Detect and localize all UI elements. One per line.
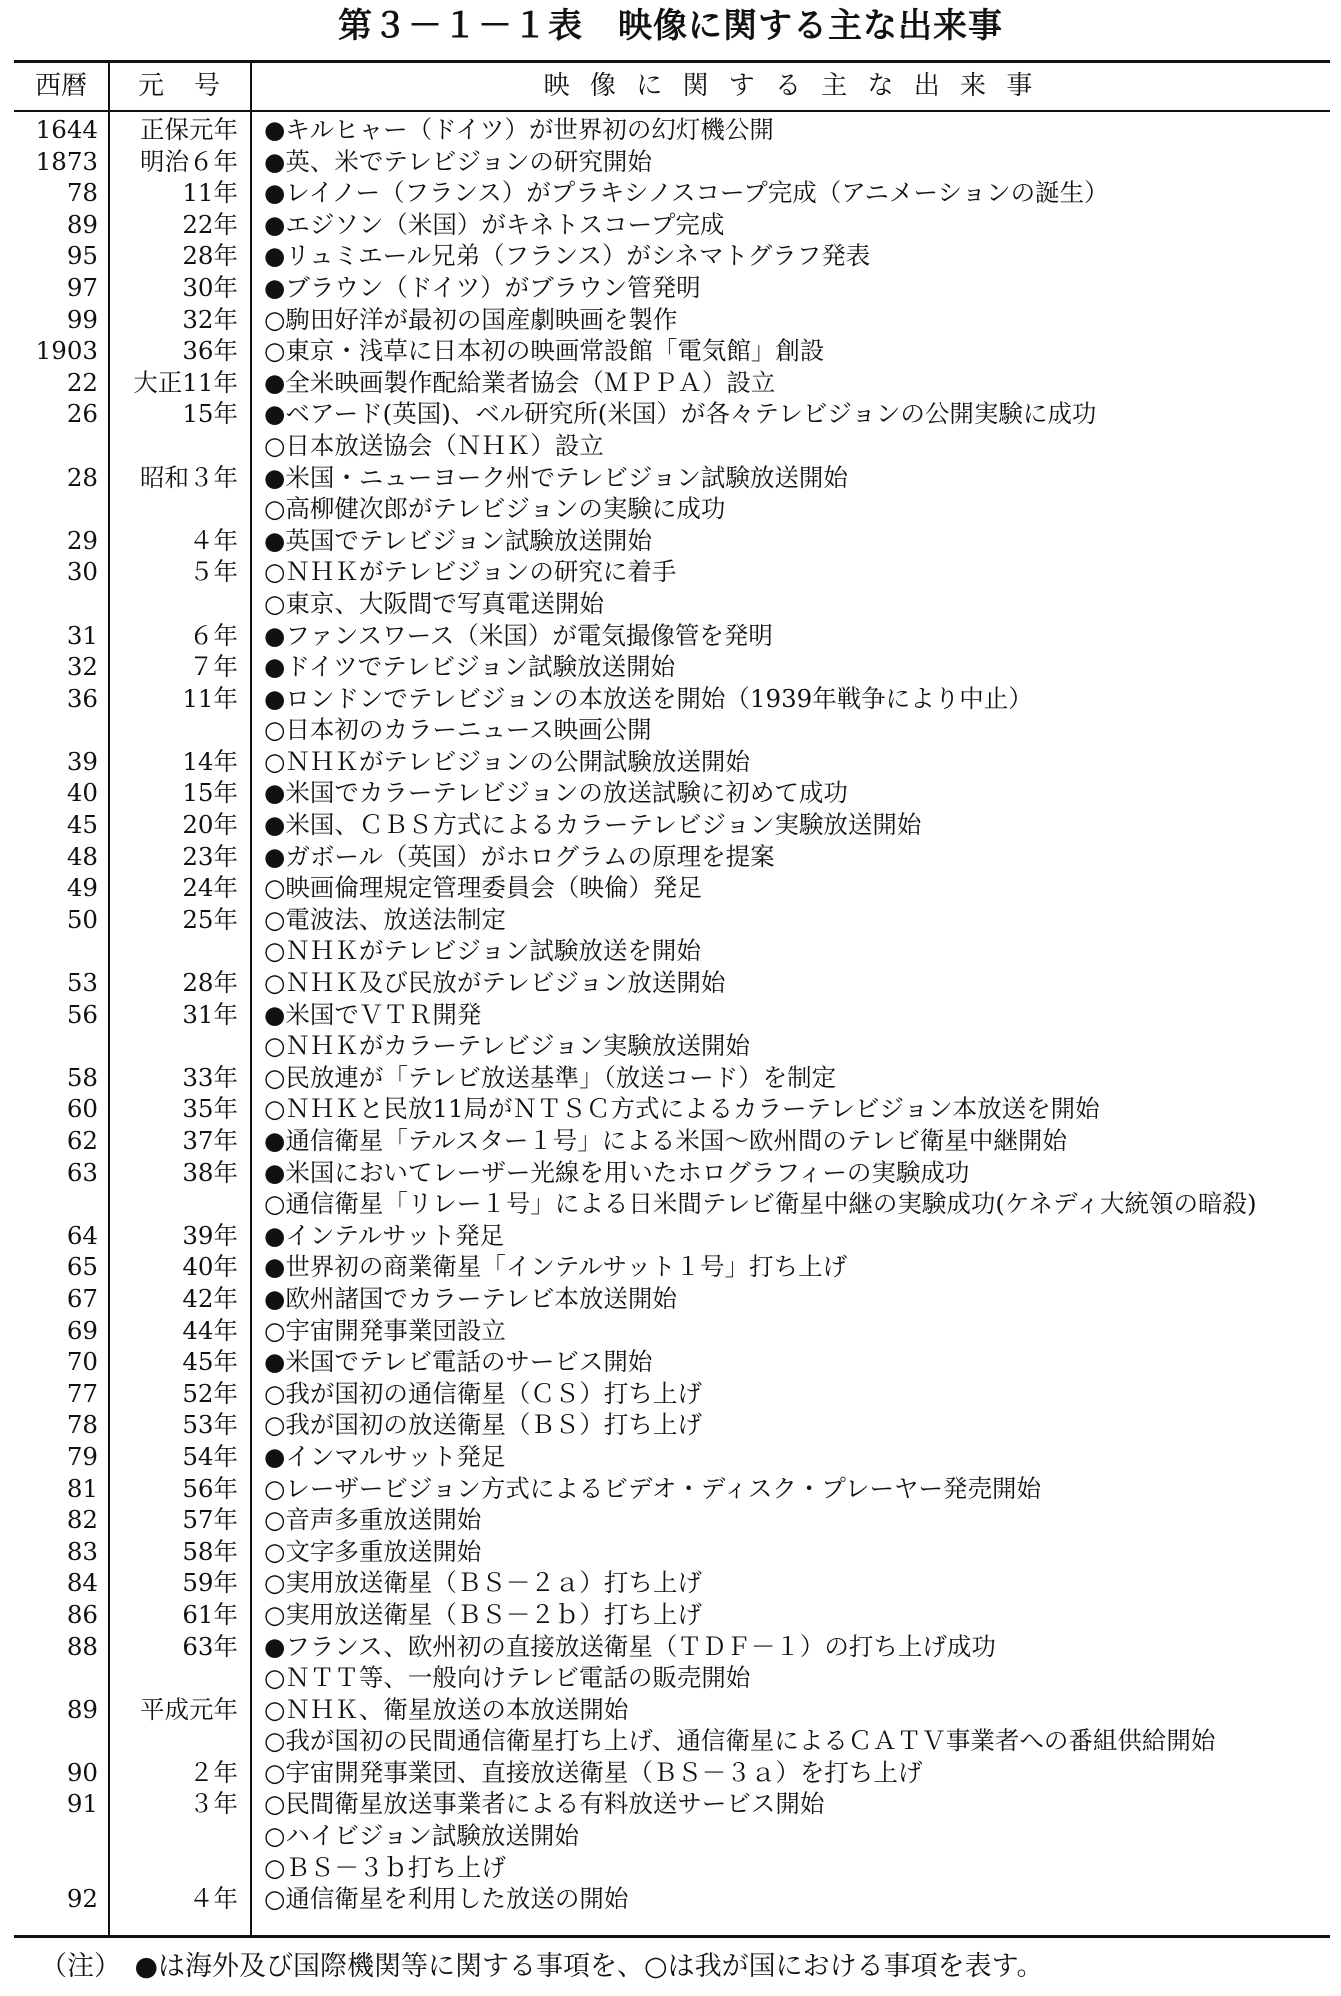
table-row — [0, 177, 1341, 209]
year-cell: 89 — [66, 209, 98, 239]
event-cell: ○ＮＨＫがテレビジョン試験放送を開始 — [264, 936, 701, 966]
year-cell: 92 — [66, 1884, 98, 1914]
table-row — [0, 398, 1341, 430]
event-cell: ○我が国初の民間通信衛星打ち上げ、通信衛星によるＣＡＴＶ事業者への番組供給開始 — [264, 1726, 1216, 1756]
era-cell: 40年 — [182, 1252, 238, 1282]
table-row — [0, 683, 1341, 715]
era-cell: 23年 — [182, 841, 238, 871]
era-cell: 61年 — [182, 1599, 238, 1629]
era-cell: ７年 — [189, 652, 238, 682]
table-row — [0, 1820, 1341, 1852]
table-row — [0, 620, 1341, 652]
header-event: 映 像 に 関 す る 主 な 出 来 事 — [543, 71, 1039, 101]
event-cell: ○東京・浅草に日本初の映画常設館「電気館」創設 — [264, 336, 825, 366]
event-cell: ●インテルサット発足 — [264, 1220, 505, 1250]
era-cell: 20年 — [182, 810, 238, 840]
event-cell: ●エジソン（米国）がキネトスコープ完成 — [264, 209, 725, 239]
event-cell: ●米国でカラーテレビジョンの放送試験に初めて成功 — [264, 778, 848, 808]
year-cell: 32 — [66, 652, 98, 682]
table-title: 第３－１－１表 映像に関する主な出来事 — [338, 6, 1003, 46]
event-cell: ○通信衛星「リレー１号」による日米間テレビ衛星中継の実験成功(ケネディ大統領の暗殺) — [264, 1189, 1257, 1219]
event-cell: ○ハイビジョン試験放送開始 — [264, 1821, 579, 1851]
era-cell: 33年 — [182, 1062, 238, 1092]
era-cell: 昭和３年 — [140, 462, 238, 492]
era-cell: ２年 — [189, 1757, 238, 1787]
table-row — [0, 935, 1341, 967]
year-cell: 69 — [66, 1315, 98, 1345]
era-cell: 24年 — [182, 873, 238, 903]
year-cell: 60 — [66, 1094, 98, 1124]
era-cell: ４年 — [189, 525, 238, 555]
table-row — [0, 1473, 1341, 1505]
table-row — [0, 1315, 1341, 1347]
era-cell: 36年 — [182, 336, 238, 366]
table-row — [0, 462, 1341, 494]
event-cell: ●インマルサット発足 — [264, 1441, 506, 1471]
event-cell: ○日本初のカラーニュース映画公開 — [264, 715, 652, 745]
event-cell: ○民間衛星放送事業者による有料放送サービス開始 — [264, 1789, 825, 1819]
table-row — [0, 1788, 1341, 1820]
year-cell: 45 — [66, 810, 98, 840]
era-cell: 11年 — [182, 178, 238, 208]
era-cell: 平成元年 — [140, 1694, 238, 1724]
table-row — [0, 999, 1341, 1031]
era-cell: 14年 — [182, 746, 238, 776]
table-row — [0, 967, 1341, 999]
year-cell: 62 — [66, 1126, 98, 1155]
year-cell: 95 — [66, 241, 98, 271]
era-cell: 31年 — [182, 999, 238, 1029]
era-cell: 58年 — [182, 1536, 238, 1566]
event-cell: ●米国でテレビ電話のサービス開始 — [264, 1347, 653, 1377]
events-table-body — [0, 114, 1341, 1915]
year-cell: 56 — [66, 999, 98, 1029]
era-cell: 28年 — [182, 241, 238, 271]
header-era: 元 号 — [137, 71, 222, 101]
era-cell: 15年 — [182, 399, 238, 429]
header-rule — [14, 110, 1330, 112]
table-row — [0, 1188, 1341, 1220]
event-cell: ●世界初の商業衛星「インテルサット１号」打ち上げ — [264, 1252, 848, 1282]
event-cell: ●米国でＶＴＲ開発 — [264, 999, 482, 1029]
table-row — [0, 1093, 1341, 1125]
event-cell: ○高柳健次郎がテレビジョンの実験に成功 — [264, 494, 726, 524]
table-row — [0, 114, 1341, 146]
event-cell: ○駒田好洋が最初の国産劇映画を製作 — [264, 304, 678, 334]
year-cell: 88 — [66, 1631, 98, 1661]
table-row — [0, 1504, 1341, 1536]
table-row — [0, 1631, 1341, 1663]
event-cell: ●ドイツでテレビジョン試験放送開始 — [264, 652, 676, 682]
year-cell: 78 — [66, 178, 98, 208]
year-cell: 91 — [66, 1789, 98, 1819]
table-row — [0, 1251, 1341, 1283]
table-row — [0, 525, 1341, 557]
year-cell: 48 — [66, 841, 98, 871]
table-row — [0, 272, 1341, 304]
table-row — [0, 1378, 1341, 1410]
year-cell: 29 — [66, 525, 98, 555]
event-cell: ○ＮＴＴ等、一般向けテレビ電話の販売開始 — [264, 1663, 751, 1693]
year-cell: 49 — [66, 873, 98, 903]
table-row — [0, 872, 1341, 904]
event-cell: ●英国でテレビジョン試験放送開始 — [264, 525, 652, 555]
table-row — [0, 904, 1341, 936]
event-cell: ○通信衛星を利用した放送の開始 — [264, 1884, 629, 1914]
table-row — [0, 240, 1341, 272]
table-row — [0, 714, 1341, 746]
event-cell: ○音声多重放送開始 — [264, 1505, 482, 1535]
year-cell: 36 — [66, 683, 98, 713]
year-cell: 53 — [66, 968, 98, 998]
era-cell: 25年 — [182, 904, 238, 934]
year-cell: 78 — [66, 1410, 98, 1440]
event-cell: ●欧州諸国でカラーテレビ本放送開始 — [264, 1283, 677, 1313]
table-row — [0, 1883, 1341, 1915]
event-cell: ●リュミエール兄弟（フランス）がシネマトグラフ発表 — [264, 241, 871, 271]
event-cell: ○ＮＨＫがテレビジョンの研究に着手 — [264, 557, 677, 587]
table-row — [0, 335, 1341, 367]
year-cell: 70 — [66, 1347, 98, 1377]
event-cell: ●キルヒャー（ドイツ）が世界初の幻灯機公開 — [264, 115, 774, 144]
event-cell: ○我が国初の通信衛星（ＣＳ）打ち上げ — [264, 1378, 702, 1408]
era-cell: ３年 — [189, 1789, 238, 1819]
table-row — [0, 809, 1341, 841]
year-cell: 63 — [66, 1157, 98, 1187]
table-row — [0, 1536, 1341, 1568]
year-cell: 65 — [66, 1252, 98, 1282]
era-cell: 54年 — [182, 1441, 238, 1471]
era-cell: 30年 — [182, 272, 238, 302]
year-cell: 81 — [66, 1473, 98, 1503]
era-cell: 32年 — [182, 304, 238, 334]
era-cell: 正保元年 — [140, 115, 238, 144]
table-row — [0, 1694, 1341, 1726]
era-cell: 56年 — [182, 1473, 238, 1503]
event-cell: ○ＮＨＫがテレビジョンの公開試験放送開始 — [264, 746, 750, 776]
event-cell: ○ＢＳ－３ｂ打ち上げ — [264, 1852, 506, 1882]
event-cell: ○民放連が「テレビ放送基準」（放送コード）を制定 — [264, 1062, 837, 1092]
era-cell: 59年 — [182, 1568, 238, 1598]
year-cell: 30 — [66, 557, 98, 587]
table-row — [0, 1220, 1341, 1252]
event-cell: ●ガボール（英国）がホログラムの原理を提案 — [264, 841, 775, 871]
era-cell: 28年 — [182, 968, 238, 998]
table-row — [0, 556, 1341, 588]
event-cell: ●米国においてレーザー光線を用いたホログラフィーの実験成功 — [264, 1157, 970, 1187]
event-cell: ●英、米でテレビジョンの研究開始 — [264, 146, 652, 176]
event-cell: ○電波法、放送法制定 — [264, 904, 506, 934]
event-cell: ●ベアード(英国)、ベル研究所(米国）が各々テレビジョンの公開実験に成功 — [264, 399, 1097, 429]
era-cell: 53年 — [182, 1410, 238, 1440]
table-row — [0, 1283, 1341, 1315]
era-cell: 52年 — [182, 1378, 238, 1408]
event-cell: ○東京、大阪間で写真電送開始 — [264, 588, 604, 618]
year-cell: 28 — [66, 462, 98, 492]
table-row — [0, 1441, 1341, 1473]
table-row — [0, 1346, 1341, 1378]
year-cell: 77 — [66, 1378, 98, 1408]
event-cell: ○ＮＨＫと民放11局がＮＴＳＣ方式によるカラーテレビジョン本放送を開始 — [264, 1094, 1100, 1124]
year-cell: 22 — [66, 367, 98, 397]
event-cell: ○宇宙開発事業団、直接放送衛星（ＢＳ－３ａ）を打ち上げ — [264, 1757, 923, 1787]
year-cell: 1873 — [35, 146, 98, 176]
table-row — [0, 209, 1341, 241]
header-year: 西暦 — [34, 71, 87, 101]
year-cell: 86 — [66, 1599, 98, 1629]
era-cell: 39年 — [182, 1220, 238, 1250]
era-cell: 大正11年 — [133, 367, 238, 397]
era-cell: 38年 — [182, 1157, 238, 1187]
era-cell: ５年 — [189, 557, 238, 587]
table-row — [0, 588, 1341, 620]
table-row — [0, 1157, 1341, 1189]
event-cell: ○レーザービジョン方式によるビデオ・ディスク・プレーヤー発売開始 — [264, 1473, 1041, 1503]
table-row — [0, 1062, 1341, 1094]
table-row — [0, 493, 1341, 525]
table-row — [0, 1567, 1341, 1599]
event-cell: ○我が国初の放送衛星（ＢＳ）打ち上げ — [264, 1410, 702, 1440]
table-row — [0, 1852, 1341, 1884]
year-cell: 50 — [66, 904, 98, 934]
event-cell: ●レイノー（フランス）がプラキシノスコープ完成（アニメーションの誕生） — [264, 178, 1109, 208]
year-cell: 83 — [66, 1536, 98, 1566]
table-row — [0, 430, 1341, 462]
table-row — [0, 777, 1341, 809]
year-cell: 64 — [66, 1220, 98, 1250]
era-cell: 22年 — [182, 209, 238, 239]
footnote: （注） ●は海外及び国際機関等に関する事項を、○は我が国における事項を表す。 — [40, 1951, 1044, 1982]
event-cell: ●全米映画製作配給業者協会（ＭＰＰＡ）設立 — [264, 367, 776, 397]
year-cell: 97 — [66, 272, 98, 302]
year-cell: 89 — [66, 1694, 98, 1724]
table-row — [0, 746, 1341, 778]
era-cell: 15年 — [182, 778, 238, 808]
event-cell: ○ＮＨＫがカラーテレビジョン実験放送開始 — [264, 1031, 750, 1061]
era-cell: 11年 — [182, 683, 238, 713]
era-cell: 35年 — [182, 1094, 238, 1124]
event-cell: ○実用放送衛星（ＢＳ－２ｂ）打ち上げ — [264, 1599, 702, 1629]
event-cell: ●ブラウン（ドイツ）がブラウン管発明 — [264, 272, 701, 302]
table-row — [0, 1125, 1341, 1157]
event-cell: ●ロンドンでテレビジョンの本放送を開始（1939年戦争により中止） — [264, 683, 1033, 713]
table-row — [0, 304, 1341, 336]
event-cell: ●フランス、欧州初の直接放送衛星（ＴＤＦ－１）の打ち上げ成功 — [264, 1631, 996, 1661]
table-row — [0, 1599, 1341, 1631]
event-cell: ○文字多重放送開始 — [264, 1536, 482, 1566]
event-cell: ○実用放送衛星（ＢＳ－２ａ）打ち上げ — [264, 1568, 702, 1598]
year-cell: 31 — [66, 620, 98, 650]
era-cell: 44年 — [182, 1315, 238, 1345]
table-row — [0, 367, 1341, 399]
table-row — [0, 1757, 1341, 1789]
year-cell: 26 — [66, 399, 98, 429]
event-cell: ○ＮＨＫ及び民放がテレビジョン放送開始 — [264, 968, 726, 998]
year-cell: 79 — [66, 1441, 98, 1471]
table-bottom-rule — [14, 1935, 1330, 1938]
era-cell: 明治６年 — [140, 146, 238, 176]
event-cell: ○ＮＨＫ、衛星放送の本放送開始 — [264, 1694, 629, 1724]
table-row — [0, 1662, 1341, 1694]
year-cell: 40 — [66, 778, 98, 808]
era-cell: 42年 — [182, 1283, 238, 1313]
era-cell: ４年 — [189, 1884, 238, 1914]
event-cell: ●ファンスワース（米国）が電気撮像管を発明 — [264, 620, 773, 650]
event-cell: ●通信衛星「テルスター１号」による米国～欧州間のテレビ衛星中継開始 — [264, 1126, 1067, 1155]
year-cell: 84 — [66, 1568, 98, 1598]
era-cell: 63年 — [182, 1631, 238, 1661]
table-row — [0, 1030, 1341, 1062]
era-cell: 57年 — [182, 1505, 238, 1535]
year-cell: 39 — [66, 746, 98, 776]
table-row — [0, 841, 1341, 873]
table-row — [0, 146, 1341, 178]
year-cell: 58 — [66, 1062, 98, 1092]
event-cell: ●米国・ニューヨーク州でテレビジョン試験放送開始 — [264, 462, 848, 492]
event-cell: ○日本放送協会（ＮＨＫ）設立 — [264, 430, 604, 460]
era-cell: 37年 — [182, 1126, 238, 1155]
table-row — [0, 651, 1341, 683]
event-cell: ○宇宙開発事業団設立 — [264, 1315, 506, 1345]
year-cell: 1644 — [35, 115, 98, 144]
year-cell: 1903 — [35, 336, 98, 366]
year-cell: 90 — [66, 1757, 98, 1787]
table-row — [0, 1725, 1341, 1757]
event-cell: ○映画倫理規定管理委員会（映倫）発足 — [264, 873, 702, 903]
table-row — [0, 1409, 1341, 1441]
era-cell: ６年 — [189, 620, 238, 650]
era-cell: 45年 — [182, 1347, 238, 1377]
event-cell: ●米国、ＣＢＳ方式によるカラーテレビジョン実験放送開始 — [264, 810, 922, 840]
year-cell: 82 — [66, 1505, 98, 1535]
year-cell: 99 — [66, 304, 98, 334]
year-cell: 67 — [66, 1283, 98, 1313]
